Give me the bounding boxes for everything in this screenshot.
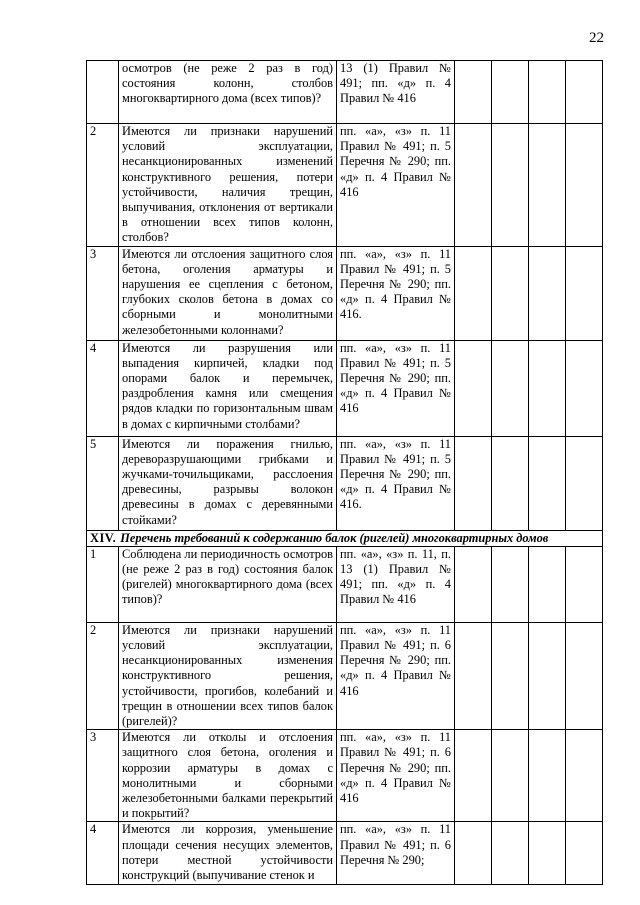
question-text: Имеются ли поражения гнилью, дереворазрушающими грибками и жучками-точильщиками, расслоения древесины, разрывы волокон древесины в домах с деревянными стойками? bbox=[119, 436, 337, 530]
table-row bbox=[87, 622, 603, 729]
answer-cell[interactable] bbox=[492, 622, 529, 729]
table-row bbox=[87, 822, 603, 885]
row-number: 3 bbox=[87, 246, 119, 340]
row-number: 4 bbox=[87, 340, 119, 436]
answer-cell[interactable] bbox=[566, 340, 603, 436]
answer-cell[interactable] bbox=[455, 246, 492, 340]
answer-cell[interactable] bbox=[492, 124, 529, 247]
question-text: Имеются ли разрушения или выпадения кирпичей, кладки под опорами балок и перемычек, раздробления камня или смещения рядов кладки по горизонтальным швам в домах с кирпичными столбами? bbox=[119, 340, 337, 436]
question-text: Имеются ли признаки нарушений условий эксплуатации, несанкционированных изменения конструктивного решения, устойчивости, прогибов, колебаний и трещин в отношении всех типов балок (ригелей)? bbox=[119, 622, 337, 729]
table-row bbox=[87, 546, 603, 622]
question-text: Соблюдена ли периодичность осмотров (не реже 2 раз в год) состояния балок (ригелей) многоквартирного дома (всех типов)? bbox=[119, 546, 337, 622]
section-title: Перечень требований к содержанию балок (ригелей) многоквартирных домов bbox=[120, 530, 549, 545]
answer-cell[interactable] bbox=[566, 730, 603, 822]
section-header-cell bbox=[87, 530, 603, 546]
section-header-row bbox=[87, 530, 603, 546]
checklist-table bbox=[86, 60, 603, 885]
answer-cell[interactable] bbox=[455, 340, 492, 436]
answer-cell[interactable] bbox=[529, 340, 566, 436]
row-number: 2 bbox=[87, 124, 119, 247]
table-row bbox=[87, 436, 603, 530]
answer-cell[interactable] bbox=[455, 436, 492, 530]
row-number: 5 bbox=[87, 436, 119, 530]
answer-cell[interactable] bbox=[566, 61, 603, 124]
answer-cell[interactable] bbox=[492, 246, 529, 340]
legal-reference: пп. «а», «з» п. 11 Правил № 491; п. 6 Перечня № 290; пп. «д» п. 4 Правил № 416 bbox=[337, 622, 455, 729]
answer-cell[interactable] bbox=[529, 246, 566, 340]
answer-cell[interactable] bbox=[566, 622, 603, 729]
answer-cell[interactable] bbox=[529, 730, 566, 822]
answer-cell[interactable] bbox=[566, 546, 603, 622]
answer-cell[interactable] bbox=[566, 246, 603, 340]
legal-reference: 13 (1) Правил № 491; пп. «д» п. 4 Правил № 416 bbox=[337, 61, 455, 124]
answer-cell[interactable] bbox=[455, 124, 492, 247]
table-row bbox=[87, 340, 603, 436]
row-number bbox=[87, 61, 119, 124]
page-number: 22 bbox=[589, 30, 604, 46]
legal-reference: пп. «а», «з» п. 11 Правил № 491; п. 5 Перечня № 290; пп. «д» п. 4 Правил № 416. bbox=[337, 436, 455, 530]
answer-cell[interactable] bbox=[566, 436, 603, 530]
row-number: 4 bbox=[87, 822, 119, 885]
legal-reference: пп. «а», «з» п. 11 Правил № 491; п. 6 Перечня № 290; пп. «д» п. 4 Правил № 416 bbox=[337, 730, 455, 822]
answer-cell[interactable] bbox=[492, 436, 529, 530]
row-number: 3 bbox=[87, 730, 119, 822]
answer-cell[interactable] bbox=[566, 822, 603, 885]
answer-cell[interactable] bbox=[455, 730, 492, 822]
question-text: Имеются ли коррозия, уменьшение площади сечения несущих элементов, потери местной устойчивости конструкций (выпучивание стенок и bbox=[119, 822, 337, 885]
table-row bbox=[87, 61, 603, 124]
table-row bbox=[87, 124, 603, 247]
question-text: Имеются ли отслоения защитного слоя бетона, оголения арматуры и нарушения ее сцепления с бетоном, глубоких сколов бетона в домах со сборными и монолитными железобетонными колоннами? bbox=[119, 246, 337, 340]
answer-cell[interactable] bbox=[492, 822, 529, 885]
table-row bbox=[87, 730, 603, 822]
answer-cell[interactable] bbox=[492, 730, 529, 822]
legal-reference: пп. «а», «з» п. 11 Правил № 491; п. 6 Перечня № 290; bbox=[337, 822, 455, 885]
answer-cell[interactable] bbox=[566, 124, 603, 247]
answer-cell[interactable] bbox=[529, 436, 566, 530]
answer-cell[interactable] bbox=[529, 124, 566, 247]
answer-cell[interactable] bbox=[455, 61, 492, 124]
answer-cell[interactable] bbox=[455, 822, 492, 885]
answer-cell[interactable] bbox=[492, 546, 529, 622]
legal-reference: пп. «а», «з» п. 11 Правил № 491; п. 5 Перечня № 290; пп. «д» п. 4 Правил № 416 bbox=[337, 340, 455, 436]
answer-cell[interactable] bbox=[529, 822, 566, 885]
answer-cell[interactable] bbox=[455, 622, 492, 729]
legal-reference: пп. «а», «з» п. 11 Правил № 491; п. 5 Перечня № 290; пп. «д» п. 4 Правил № 416. bbox=[337, 246, 455, 340]
table-row bbox=[87, 246, 603, 340]
answer-cell[interactable] bbox=[455, 546, 492, 622]
legal-reference: пп. «а», «з» п. 11 Правил № 491; п. 5 Перечня № 290; пп. «д» п. 4 Правил № 416 bbox=[337, 124, 455, 247]
answer-cell[interactable] bbox=[529, 546, 566, 622]
legal-reference: пп. «а», «з» п. 11, п. 13 (1) Правил № 491; пп. «д» п. 4 Правил № 416 bbox=[337, 546, 455, 622]
row-number: 1 bbox=[87, 546, 119, 622]
question-text: Имеются ли признаки нарушений условий эксплуатации, несанкционированных изменений конструктивного решения, потери устойчивости, наличия трещин, выпучивания, отклонения от вертикали в отношении всех типов колонн, столбов? bbox=[119, 124, 337, 247]
row-number: 2 bbox=[87, 622, 119, 729]
answer-cell[interactable] bbox=[492, 340, 529, 436]
answer-cell[interactable] bbox=[529, 622, 566, 729]
section-roman-numeral: XIV. bbox=[90, 530, 117, 545]
question-text: Имеются ли отколы и отслоения защитного слоя бетона, оголения и коррозии арматуры в домах с монолитными и сборными железобетонными балками перекрытий и покрытий? bbox=[119, 730, 337, 822]
answer-cell[interactable] bbox=[529, 61, 566, 124]
answer-cell[interactable] bbox=[492, 61, 529, 124]
question-text: осмотров (не реже 2 раз в год) состояния колонн, столбов многоквартирного дома (всех типов)? bbox=[119, 61, 337, 124]
